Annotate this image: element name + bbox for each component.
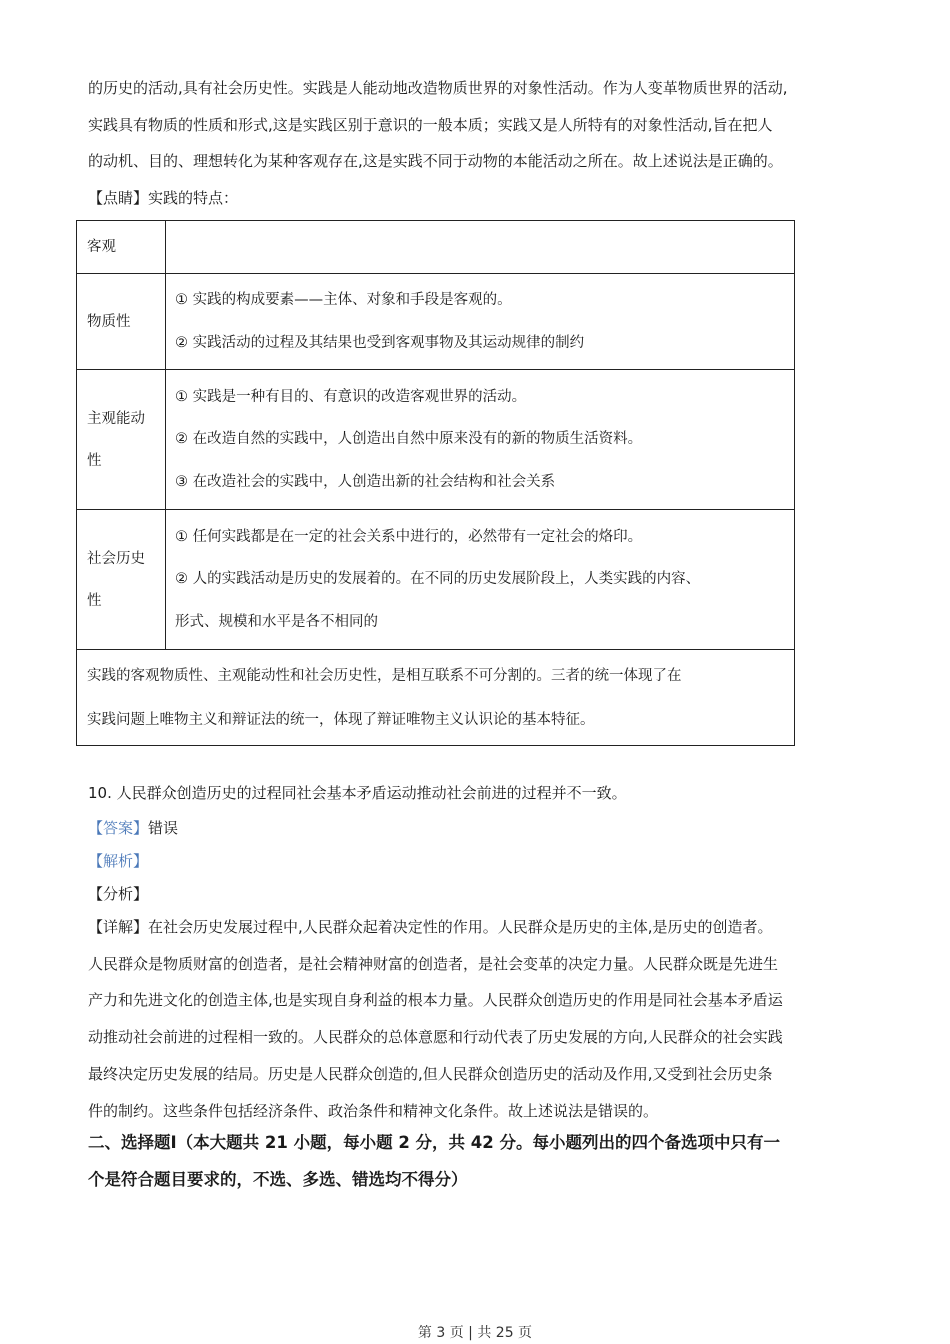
text-line: 【详解】在社会历史发展过程中,人民群众起着决定性的作用。人民群众是历史的主体,是历史的创造者。 [88,918,773,936]
list-item: ② 在改造自然的实践中，人创造出自然中原来没有的新的物质生活资料。 [175,431,643,448]
answer-value: 错误 [148,819,179,837]
list-item: ① 实践的构成要素——主体、对象和手段是客观的。 [175,292,512,308]
list-item: ① 实践是一种有目的、有意识的改造客观世界的活动。 [175,388,527,405]
table-summary: 实践的客观物质性、主观能动性和社会历史性，是相互联系不可分割的。三者的统一体现了在 实践问题上唯物主义和辩证法的统一，体现了辩证唯物主义认识论的基本特征。 [77,650,795,746]
key-point-heading: 【点睛】实践的特点： [88,188,239,207]
practice-features-table [76,220,795,746]
intro-paragraph [88,70,878,216]
text-line: 的动机、目的、理想转化为某种客观存在,这是实践不同于动物的本能活动之所在。故上述说法是正确的。 [88,152,783,170]
text-line: 的历史的活动,具有社会历史性。实践是人能动地改造物质世界的对象性活动。作为人变革物质世界的活动, [88,79,788,97]
list-item: ② 人的实践活动是历史的发展着的。在不同的历史发展阶段上，人类实践的内容、 [175,571,701,588]
row-header: 客观 [77,221,166,274]
row-header: 主观能动 性 [77,370,166,510]
text-line: 实践具有物质的性质和形式,这是实践区别于意识的一般本质；实践又是人所特有的对象性活动,旨在把人 [88,115,773,134]
text-line: 最终决定历史发展的结局。历史是人民群众创造的,但人民群众创造历史的活动及作用,又受到社会历史条 [88,1064,773,1083]
row-content [166,370,795,510]
question-10: 10. 人民群众创造历史的过程同社会基本矛盾运动推动社会前进的过程并不一致。 [88,784,627,802]
detail-paragraph [88,909,878,1129]
row-content [166,510,795,650]
list-item: ③ 在改造社会的实践中，人创造出新的社会结构和社会关系 [175,473,556,490]
row-content [166,274,795,370]
page-number: 第 3 页 | 共 25 页 [417,1325,533,1341]
table-row [77,221,795,274]
text-line: 人民群众是物质财富的创造者，是社会精神财富的创造者，是社会变革的决定力量。人民群众既是先进生 [88,954,779,973]
answer-line [88,817,178,838]
row-header: 社会历史 性 [77,510,166,650]
text-line: 产力和先进文化的创造主体,也是实现自身利益的根本力量。人民群众创造历史的作用是同社会基本矛盾运 [88,991,783,1010]
text-line: 件的制约。这些条件包括经济条件、政治条件和精神文化条件。故上述说法是错误的。 [88,1101,659,1120]
analysis-label: 【解析】 [88,852,149,870]
answer-label: 【答案】 [88,819,149,837]
row-header: 物质性 [77,274,166,370]
section-heading: 二、选择题Ⅰ（本大题共 21 小题，每小题 2 分，共 42 分。每小题列出的四个备选项中只有一 个是符合题目要求的，不选、多选、错选均不得分） [88,1133,781,1189]
list-item: 形式、规模和水平是各不相同的 [175,613,378,630]
list-item: ① 任何实践都是在一定的社会关系中进行的，必然带有一定社会的烙印。 [175,528,643,545]
table-row [77,510,795,650]
list-item: ② 实践活动的过程及其结果也受到客观事物及其运动规律的制约 [175,334,585,351]
fenxi-label: 【分析】 [88,885,149,903]
table-footer-row [77,650,795,746]
row-content [166,221,795,274]
table-row [77,370,795,510]
table-row [77,274,795,370]
text-line: 动推动社会前进的过程相一致的。人民群众的总体意愿和行动代表了历史发展的方向,人民群众的社会实践 [88,1028,783,1047]
